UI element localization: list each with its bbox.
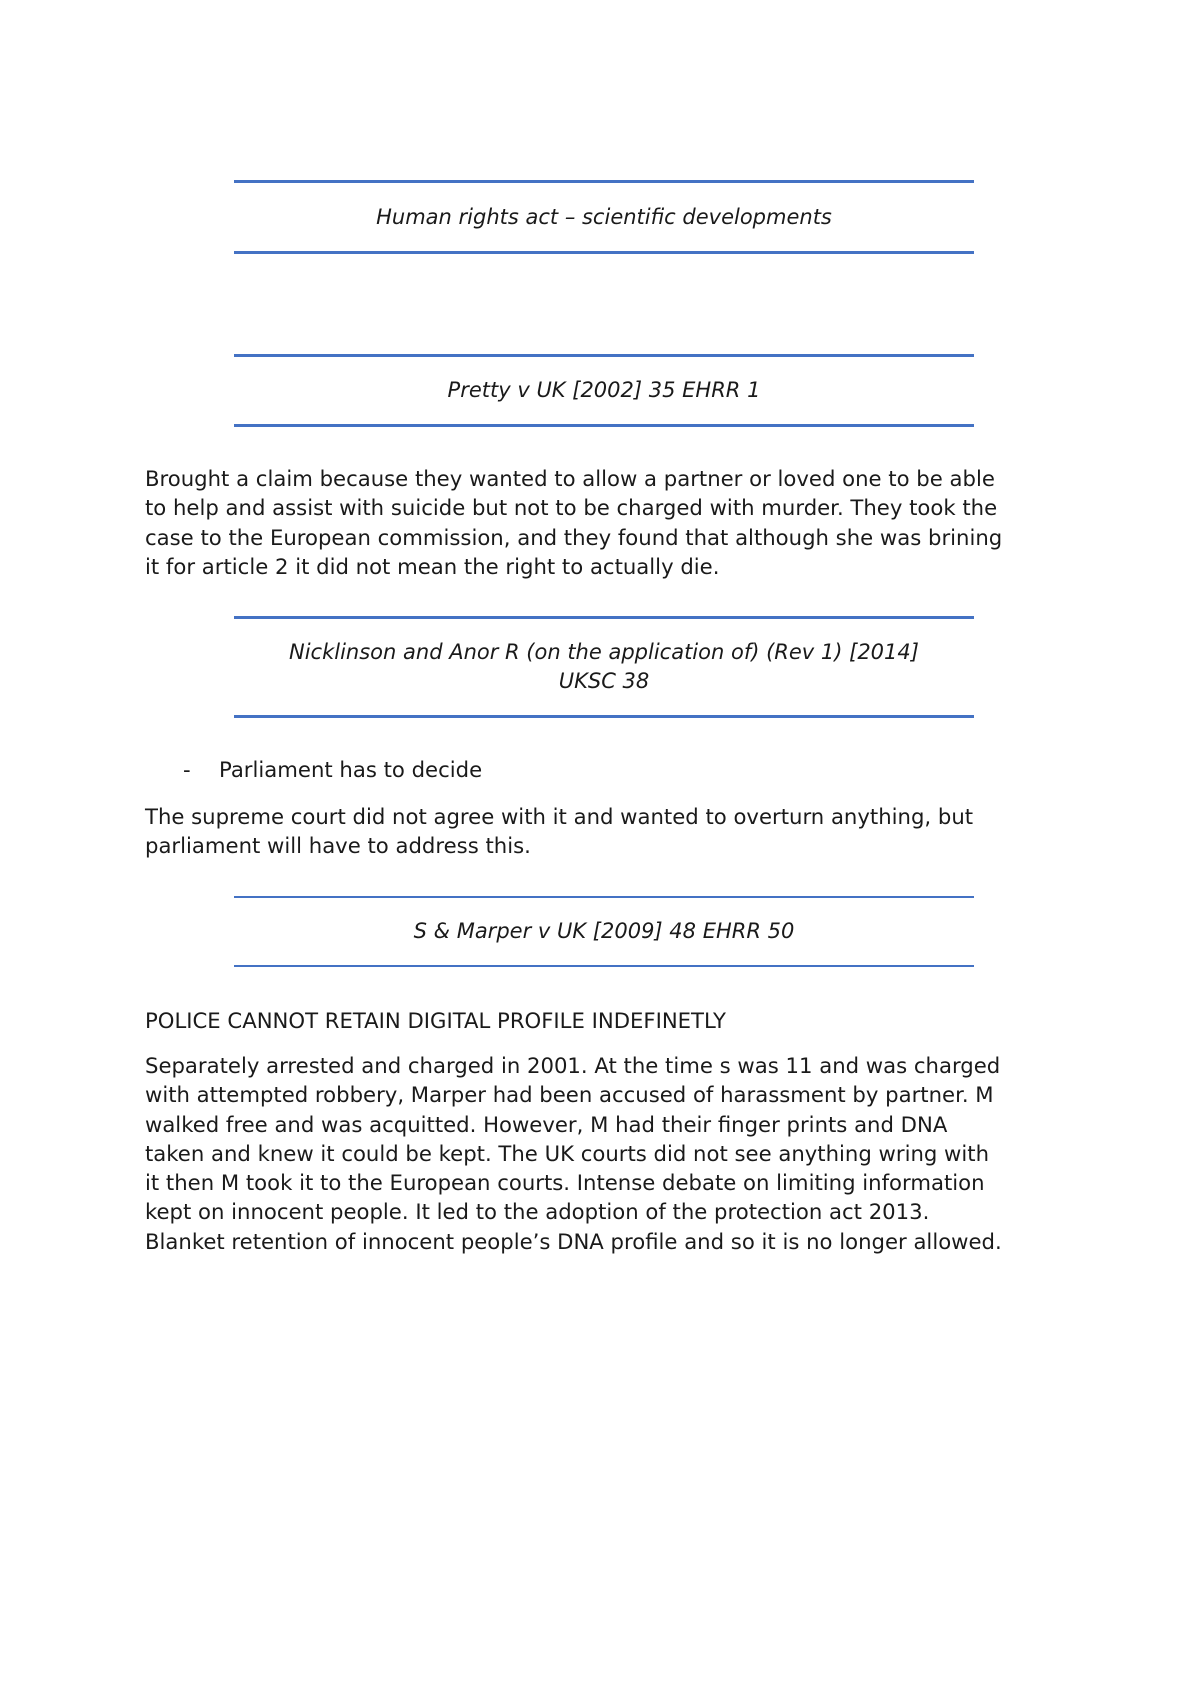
- case-summary-pretty: Brought a claim because they wanted to allow a partner or loved one to be able to help and assist with suicide but not to be charged with murder. They took the case to the European commission, and they found that although she was brining it for article 2 it did not mean the right to actually die.: [145, 466, 1003, 579]
- case-summary-nicklinson: The supreme court did not agree with it and wanted to overturn anything, but parliament will have to address this.: [145, 804, 974, 859]
- bullet-marker: -: [183, 757, 191, 782]
- bullet-item: [183, 755, 482, 784]
- citation-line: Pretty v UK [2002] 35 EHRR 1: [447, 378, 761, 402]
- citation-line: S & Marper v UK [2009] 48 EHRR 50: [413, 919, 795, 943]
- bullet-text: Parliament has to decide: [219, 757, 483, 782]
- citation-line: Nicklinson and Anor R (on the application of) (Rev 1) [2014]: [289, 640, 919, 664]
- document-title: Human rights act – scientific developments: [376, 204, 832, 229]
- case-citation-pretty: [234, 354, 974, 427]
- document-title-block: [234, 180, 974, 254]
- case-citation-nicklinson: [234, 616, 974, 718]
- case-summary-marper: Separately arrested and charged in 2001. At the time s was 11 and was charged with attempted robbery, Marper had been accused of harassment by partner. M walked free and was acquitted. However, M had their finger prints and DNA taken and knew it could be kept. The UK courts did not see anything wring with it then M took it to the European courts. Intense debate on limiting information kept on innocent people. It led to the adoption of the protection act 2013. Blanket retention of innocent people’s DNA profile and so it is no longer allowed.: [145, 1053, 1002, 1254]
- case-subheading-marper: POLICE CANNOT RETAIN DIGITAL PROFILE INDEFINETLY: [145, 1008, 726, 1033]
- case-citation-marper: [234, 896, 974, 967]
- citation-line: UKSC 38: [558, 669, 650, 693]
